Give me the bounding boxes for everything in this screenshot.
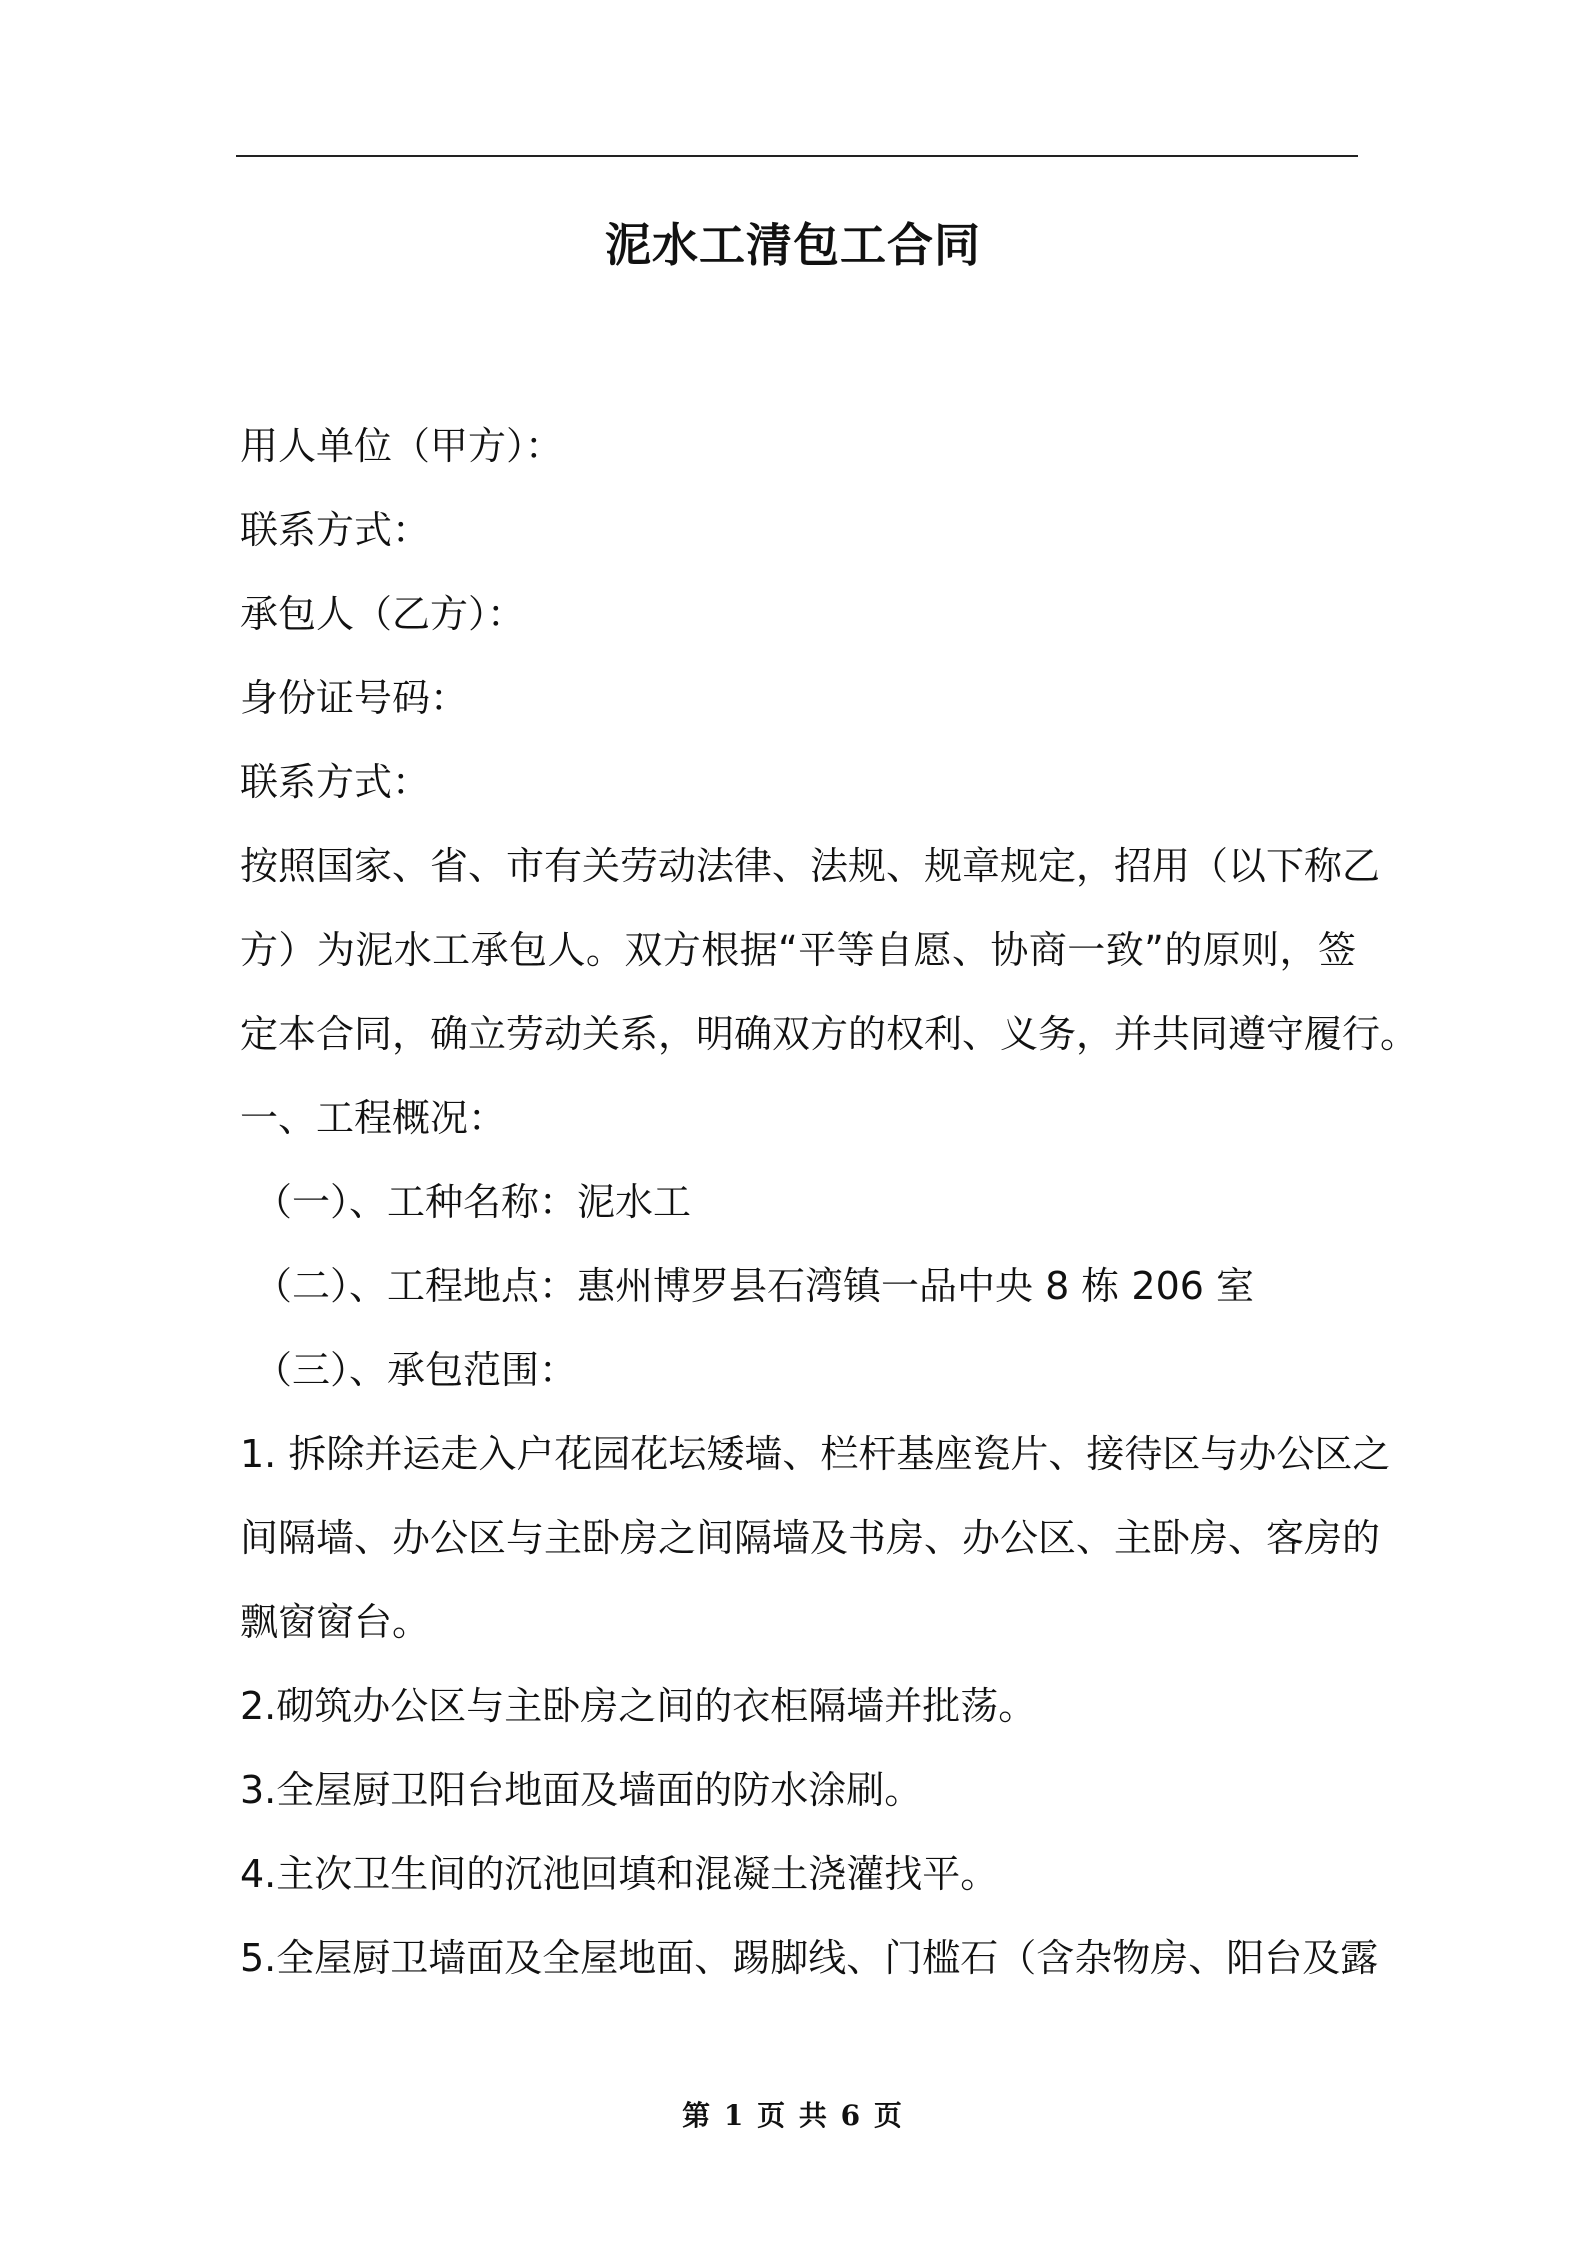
scope-heading-item: （三）、承包范围： xyxy=(254,1348,578,1392)
scope-item-1-line: 飘窗窗台。 xyxy=(240,1600,431,1644)
scope-item-2: 2.砌筑办公区与主卧房之间的衣柜隔墙并批荡。 xyxy=(240,1684,1037,1728)
work-type-item: （一）、工种名称：泥水工 xyxy=(254,1180,692,1224)
section-heading: 一、工程概况： xyxy=(240,1096,507,1140)
scope-item-4: 4.主次卫生间的沉池回填和混凝土浇灌找平。 xyxy=(240,1852,999,1896)
page-number-footer: 第 1 页 共 6 页 xyxy=(682,2099,904,2132)
preamble-line: 方）为泥水工承包人。双方根据“平等自愿、协商一致”的原则，签 xyxy=(240,928,1356,972)
scope-item-5: 5.全屋厨卫墙面及全屋地面、踢脚线、门槛石（含杂物房、阳台及露 xyxy=(240,1936,1379,1980)
scope-item-1-line: 1. 拆除并运走入户花园花坛矮墙、栏杆基座瓷片、接待区与办公区之 xyxy=(240,1432,1391,1476)
id-number-field: 身份证号码： xyxy=(240,676,469,720)
contractor-field: 承包人（乙方）： xyxy=(240,592,526,636)
preamble-line: 定本合同，确立劳动关系，明确双方的权利、义务，并共同遵守履行。 xyxy=(240,1012,1419,1056)
scope-item-3: 3.全屋厨卫阳台地面及墙面的防水涂刷。 xyxy=(240,1768,923,1812)
contractor-contact-field: 联系方式： xyxy=(240,760,431,804)
preamble-line: 按照国家、省、市有关劳动法律、法规、规章规定，招用（以下称乙 xyxy=(240,844,1381,888)
employer-contact-field: 联系方式： xyxy=(240,508,431,552)
employer-field: 用人单位（甲方）： xyxy=(240,424,564,468)
header-rule xyxy=(236,155,1358,157)
work-location-item: （二）、工程地点：惠州博罗县石湾镇一品中央 8 栋 206 室 xyxy=(254,1264,1255,1308)
scope-item-1-line: 间隔墙、办公区与主卧房之间隔墙及书房、办公区、主卧房、客房的 xyxy=(240,1516,1381,1560)
document-title: 泥水工清包工合同 xyxy=(605,218,981,272)
document-body xyxy=(240,404,1419,2000)
